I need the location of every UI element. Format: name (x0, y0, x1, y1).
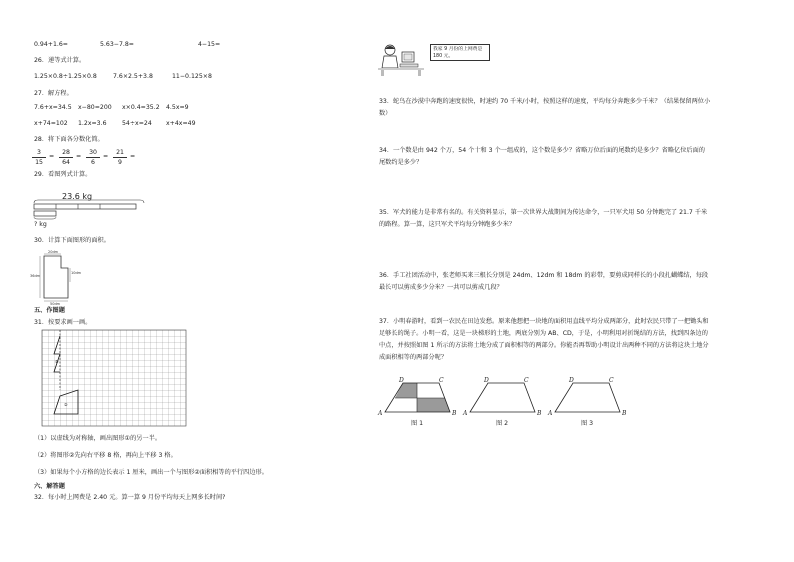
weight-label: 23.6 kg (62, 192, 93, 201)
vertex-label: A (378, 410, 383, 417)
weight-bar-diagram (34, 200, 144, 220)
l-shape-figure (30, 252, 90, 304)
q31-title: 31．按要求画一画。 (34, 319, 92, 326)
shape-label: ② (64, 402, 68, 407)
section-heading: 六、解答题 (34, 483, 65, 490)
vertex-label: C (439, 377, 444, 384)
fraction: $\frac{3}{15}$ (32, 149, 46, 166)
figure-caption: 图 2 (496, 420, 509, 427)
q34-text: 34．一个数是由 942 个万，54 个十和 3 个一组成的，这个数是多少？省略万位后面的尾数约是多少？省略亿位后面的尾数约是多少？ (379, 147, 705, 166)
q27-eq: x+4x=49 (166, 120, 196, 127)
equals-sign: = (49, 153, 55, 160)
q31-task: （1）以虚线为对称轴，画出图形①的另一半。 (34, 435, 162, 442)
section-heading: 五、作图题 (34, 307, 65, 314)
q27-eq: 1.2x=3.6 (78, 120, 107, 127)
vertex-label: A (463, 410, 468, 417)
q37-text: 37．小明春游时，看到一农民在田边发愁。原来他想把一块地的面积用直线平均分成两部分，此时农民只带了一把锄头和足够长的绳子。小明一看，这是一块梯形的土地，两底分别为 AB、CD，于是，小明利用对折绳结的方法，找到四条边的中点，并按照如图 1 所示的方法将土地分成了面积相等的两部分。你能否再帮助小明设计出两种不同的方法将这块土地分成面积相等的两部分呢？ (379, 318, 709, 361)
fraction: $\frac{30}{6}$ (86, 149, 100, 166)
figure-caption: 图 1 (411, 420, 424, 427)
q27-eq: x×0.4=35.2 (122, 104, 160, 111)
calc-item: 0.94+1.6= (34, 41, 68, 48)
fraction: $\frac{28}{64}$ (59, 149, 73, 166)
computer-user-illustration (378, 42, 428, 76)
grid-figure (42, 330, 186, 426)
q27-title: 27．解方程。 (34, 90, 73, 97)
vertex-label: A (548, 410, 553, 417)
vertex-label: B (622, 410, 627, 417)
q32-text: 32．每小时上网费是 2.40 元。算一算 9 月份平均每天上网多长时间? (34, 494, 226, 501)
vertex-label: D (484, 377, 489, 384)
unknown-label: ? kg (34, 221, 47, 228)
dim-label: 10dm (71, 271, 82, 275)
dim-label: 50dm (50, 302, 61, 306)
vertex-label: B (537, 410, 542, 417)
vertex-label: C (524, 377, 529, 384)
q35-text: 35．军犬的能力是非常有名的。有关资料显示，第一次世界大战期间为传达命令，一只军犬用 50 分钟跑完了 21.7 千米的路程。算一算，这只军犬平均每分钟跑多少米？ (379, 209, 708, 228)
calc-item: 4−15= (198, 41, 221, 48)
speech-bubble: 我家 9 月份的上网费是 180 元。 (430, 44, 490, 61)
dim-label: 36dm (30, 274, 41, 278)
q28-title: 28．将下面各分数化简。 (34, 136, 104, 143)
q36-text: 36．手工社团活动中，张老师买来三根长分别是 24dm、12dm 和 18dm 的彩带，要剪成同样长的小段扎蝴蝶结，每段最长可以剪成多少分米？一共可以剪成几段？ (379, 272, 709, 291)
q26-title: 26．递等式计算。 (34, 57, 86, 64)
q27-eq: x+74=102 (34, 120, 68, 127)
trapezoid-figure-3 (545, 376, 635, 416)
q27-eq: 4.5x=9 (166, 104, 189, 111)
q31-task: （3）如果每个小方格的边长表示 1 厘米，画出一个与图形②面积相等的平行四边形。 (34, 469, 268, 476)
q27-eq: 54÷x=24 (122, 120, 152, 127)
q27-eq: 7.6+x=34.5 (34, 104, 72, 111)
q29-title: 29．看图列式计算。 (34, 171, 92, 178)
q33-text: 33．蛇鸟在沙漠中奔跑的速度很快，时速约 70 千米/小时，按照这样的速度，平均每分奔跑多少千米？（结果保留两位小数） (379, 98, 711, 117)
trapezoid-figure-2 (460, 376, 550, 416)
figure-caption: 图 3 (581, 420, 594, 427)
fraction: $\frac{21}{9}$ (113, 149, 127, 166)
equals-sign: = (103, 153, 109, 160)
vertex-label: B (452, 410, 457, 417)
q26-item: 11−0.125×8 (172, 73, 212, 80)
q27-eq: x−80=200 (78, 104, 112, 111)
trapezoid-figure-1 (375, 376, 465, 416)
q30-title: 30．计算下面图形的面积。 (34, 237, 110, 244)
q26-item: 1.25×0.8÷1.25×0.8 (34, 73, 97, 80)
equals-sign: = (130, 153, 136, 160)
vertex-label: D (569, 377, 574, 384)
q26-item: 7.6×2.5+3.8 (113, 73, 153, 80)
calc-item: 5.63−7.8= (100, 41, 134, 48)
vertex-label: D (399, 377, 404, 384)
vertex-label: C (609, 377, 614, 384)
q31-task: （2）将图形②先向右平移 8 格，再向上平移 3 格。 (34, 452, 177, 459)
dim-label: 20dm (48, 250, 59, 254)
shape-label: ① (55, 359, 59, 364)
equals-sign: = (76, 153, 82, 160)
